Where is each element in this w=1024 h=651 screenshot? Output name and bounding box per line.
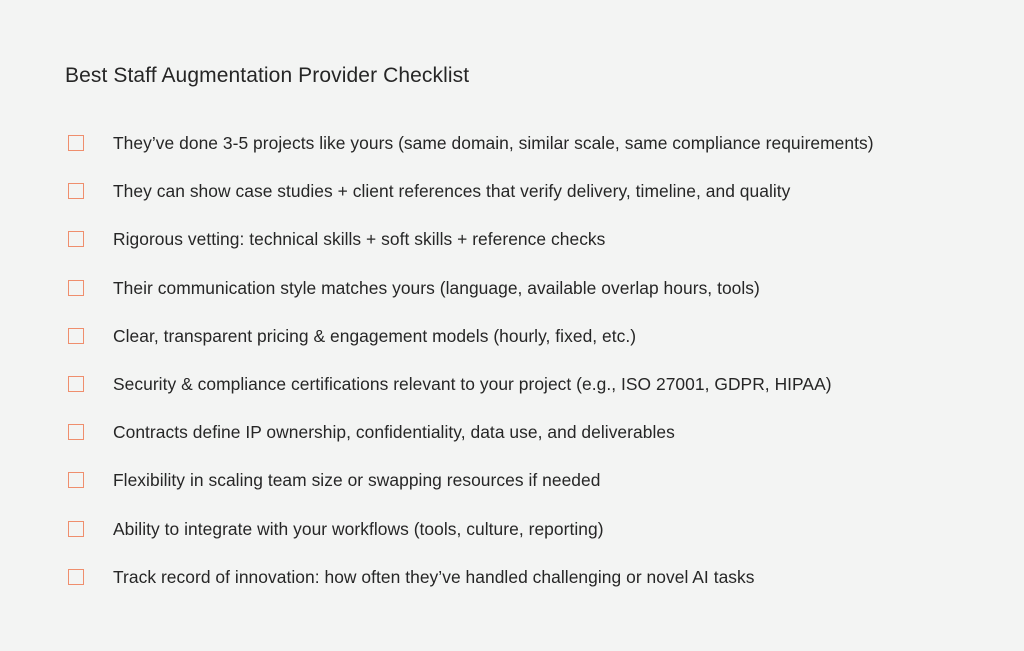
- checkbox[interactable]: [68, 521, 84, 537]
- checklist-item-label: Flexibility in scaling team size or swapping resources if needed: [113, 470, 601, 491]
- checklist-item: [68, 224, 874, 272]
- checklist-item: [68, 321, 874, 369]
- checklist-item-label: Their communication style matches yours (language, available overlap hours, tools): [113, 277, 760, 298]
- checkbox[interactable]: [68, 135, 84, 151]
- checkbox[interactable]: [68, 183, 84, 199]
- checklist-item: [68, 514, 874, 562]
- checklist-item-label: Contracts define IP ownership, confidentiality, data use, and deliverables: [113, 422, 675, 443]
- checklist: [68, 128, 874, 610]
- checklist-item-label: They’ve done 3-5 projects like yours (same domain, similar scale, same compliance requirements): [113, 133, 874, 153]
- checklist-item-label: Rigorous vetting: technical skills + soft skills + reference checks: [113, 229, 606, 250]
- checklist-item: [68, 417, 874, 465]
- checklist-item-label: They can show case studies + client references that verify delivery, timeline, and quality: [113, 181, 791, 202]
- checkbox[interactable]: [68, 569, 84, 585]
- checklist-item: [68, 176, 874, 224]
- checklist-item: [68, 273, 874, 321]
- checkbox[interactable]: [68, 280, 84, 296]
- checkbox[interactable]: [68, 472, 84, 488]
- checklist-item-label: Ability to integrate with your workflows (tools, culture, reporting): [113, 518, 604, 539]
- checkbox[interactable]: [68, 376, 84, 392]
- checklist-item: [68, 465, 874, 513]
- checklist-title: Best Staff Augmentation Provider Checklist: [65, 64, 470, 87]
- checklist-item-label: Security & compliance certifications relevant to your project (e.g., ISO 27001, GDPR, HIPAA): [113, 373, 832, 394]
- checkbox[interactable]: [68, 231, 84, 247]
- checklist-item-label: Track record of innovation: how often they’ve handled challenging or novel AI tasks: [113, 566, 755, 587]
- checkbox[interactable]: [68, 328, 84, 344]
- checklist-item: [68, 369, 874, 417]
- checklist-item: [68, 128, 874, 176]
- checklist-item-label: Clear, transparent pricing & engagement models (hourly, fixed, etc.): [113, 325, 637, 346]
- checkbox[interactable]: [68, 424, 84, 440]
- checklist-item: [68, 562, 874, 610]
